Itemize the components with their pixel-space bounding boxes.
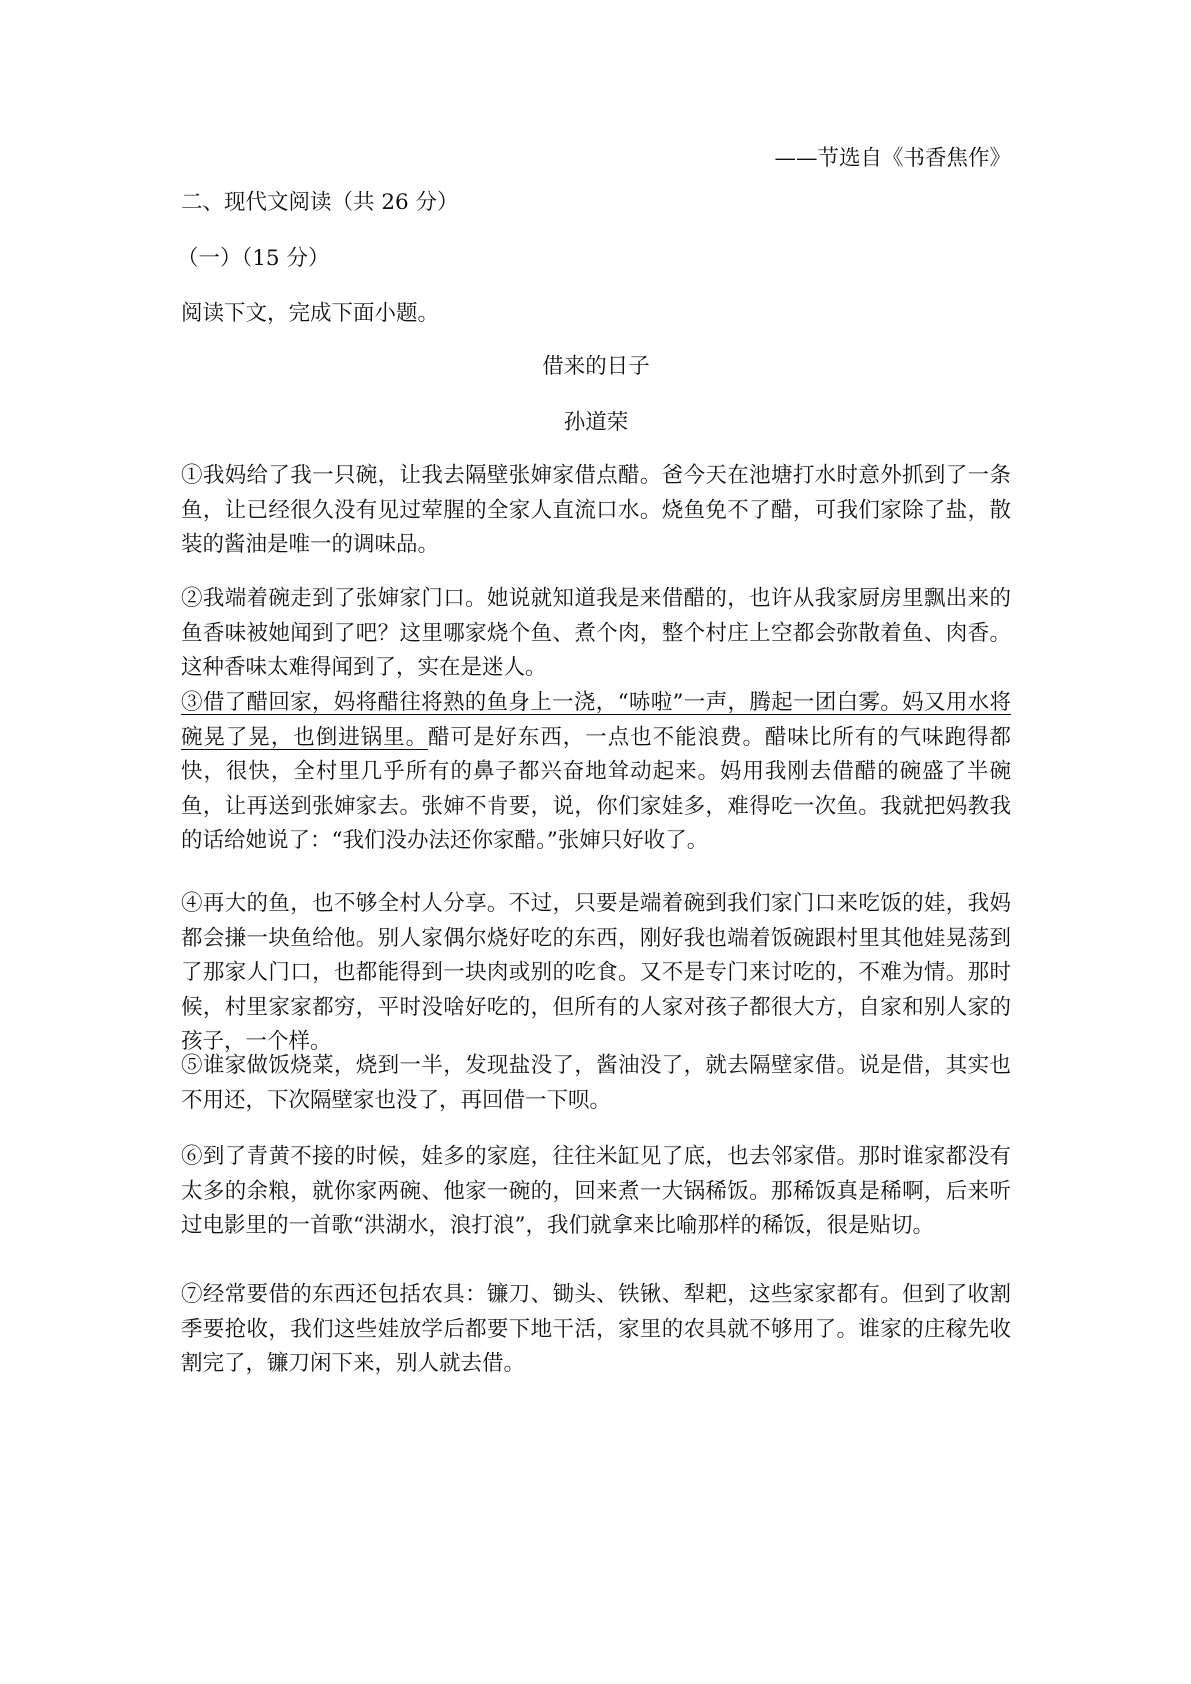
instruction-text: 阅读下文，完成下面小题。 — [181, 301, 440, 326]
article-author: 孙道荣 — [563, 410, 629, 435]
article-title: 借来的日子 — [542, 354, 650, 379]
document-page — [177, 0, 1011, 1684]
paragraph-4: ④再大的鱼，也不够全村人分享。不过，只要是端着碗到我们家门口来吃饭的娃，我妈都会搛一块鱼给他。别人家偶尔烧好吃的东西，刚好我也端着饭碗跟村里其他娃晃荡到了那家人门口，也都能得到一块肉或别的吃食。又不是专门来讨吃的，不难为情。那时候，村里家家都穷，平时没啥好吃的，但所有的人家对孩子都很大方，自家和别人家的孩子，一个样。 — [181, 891, 1011, 1054]
paragraph-3 — [181, 686, 1011, 859]
sub-heading: （一）（15 分） — [177, 246, 330, 271]
paragraph-5: ⑤谁家做饭烧菜，烧到一半，发现盐没了，酱油没了，就去隔壁家借。说是借，其实也不用还，下次隔壁家也没了，再回借一下呗。 — [181, 1053, 1011, 1113]
source-attribution: ——节选自《书香焦作》 — [774, 146, 1011, 171]
paragraph-2: ②我端着碗走到了张婶家门口。她说就知道我是来借醋的，也许从我家厨房里飘出来的鱼香味被她闻到了吧？这里哪家烧个鱼、煮个肉，整个村庄上空都会弥散着鱼、肉香。这种香味太难得闻到了，实在是迷人。 — [181, 586, 1011, 680]
paragraph-1: ①我妈给了我一只碗，让我去隔壁张婶家借点醋。爸今天在池塘打水时意外抓到了一条鱼，让已经很久没有见过荤腥的全家人直流口水。烧鱼免不了醋，可我们家除了盐，散装的酱油是唯一的调味品。 — [181, 463, 1011, 557]
underlined-sentence: ③借了醋回家，妈将醋往将熟的鱼身上一浇，“哧啦”一声，腾起一团白雾。妈又用水将碗晃了晃，也倒进锅里。 — [181, 690, 1011, 750]
paragraph-3-rest: 醋可是好东西，一点也不能浪费。醋味比所有的气味跑得都快，很快，全村里几乎所有的鼻子都兴奋地耸动起来。妈用我刚去借醋的碗盛了半碗鱼，让再送到张婶家去。张婶不肯要，说，你们家娃多，难得吃一次鱼。我就把妈教我的话给她说了：“我们没办法还你家醋。”张婶只好收了。 — [181, 724, 1011, 853]
paragraph-6: ⑥到了青黄不接的时候，娃多的家庭，往往米缸见了底，也去邻家借。那时谁家都没有太多的余粮，就你家两碗、他家一碗的，回来煮一大锅稀饭。那稀饭真是稀啊，后来听过电影里的一首歌“洪湖水，浪打浪”，我们就拿来比喻那样的稀饭，很是贴切。 — [181, 1144, 1011, 1238]
section-heading: 二、现代文阅读（共 26 分） — [181, 190, 459, 215]
paragraph-7: ⑦经常要借的东西还包括农具：镰刀、锄头、铁锹、犁耙，这些家家都有。但到了收割季要抢收，我们这些娃放学后都要下地干活，家里的农具就不够用了。谁家的庄稼先收割完了，镰刀闲下来，别人就去借。 — [181, 1282, 1011, 1376]
